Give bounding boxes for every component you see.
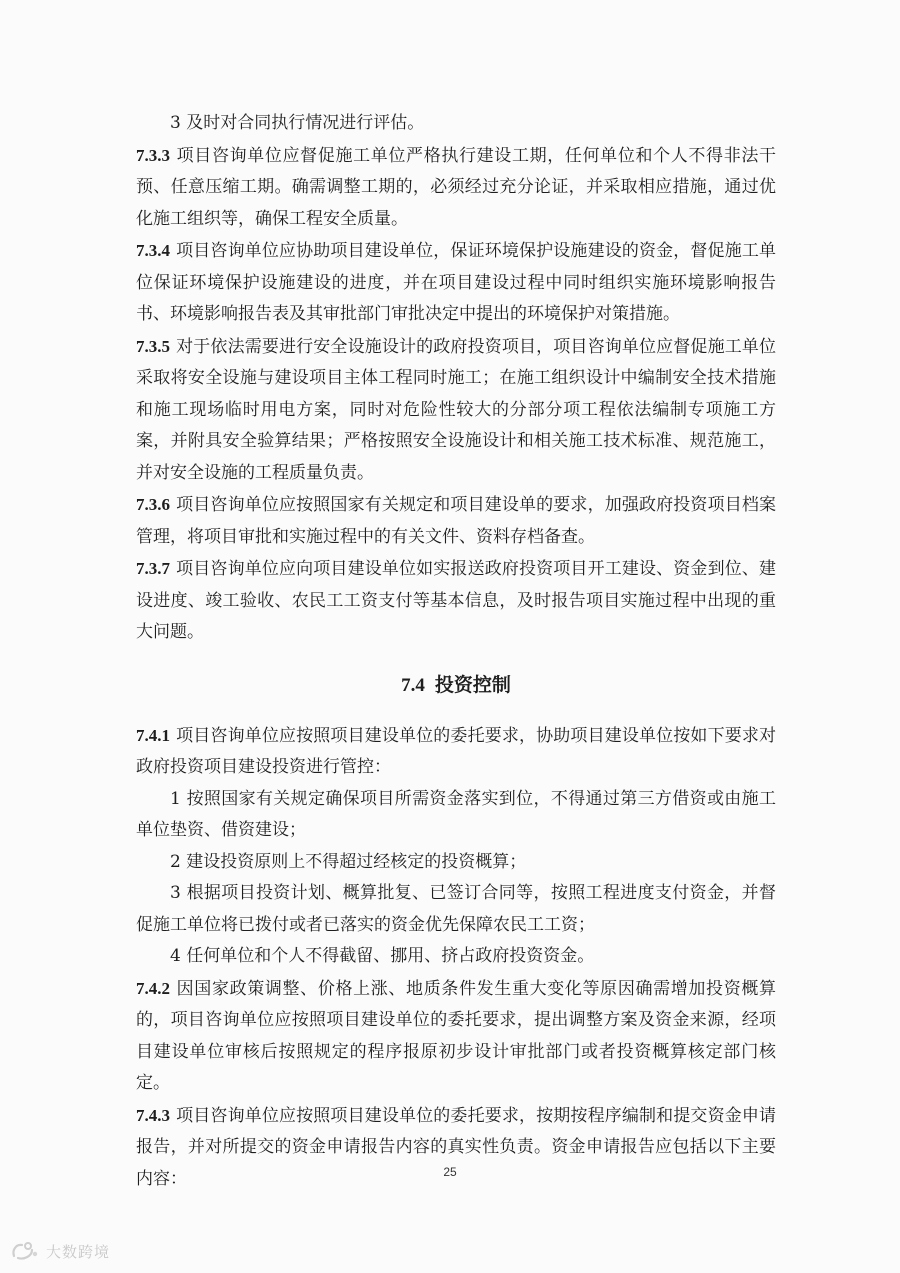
paragraph-text: 4 任何单位和个人不得截留、挪用、挤占政府投资资金。 bbox=[170, 946, 595, 966]
paragraph bbox=[136, 878, 776, 941]
clause-number: 7.3.7 bbox=[136, 559, 170, 578]
paragraph-text: 项目咨询单位应按照国家有关规定和项目建设单的要求，加强政府投资项目档案管理，将项目审批和实施过程中的有关文件、资料存档备查。 bbox=[136, 495, 776, 547]
clause-number: 7.3.5 bbox=[136, 336, 170, 356]
paragraph bbox=[136, 973, 776, 1100]
paragraph bbox=[136, 108, 776, 140]
paragraph bbox=[136, 553, 776, 649]
paragraph bbox=[136, 847, 776, 879]
paragraph-text: 3 及时对合同执行情况进行评估。 bbox=[170, 113, 425, 133]
paragraph bbox=[136, 720, 776, 784]
paragraph-text: 2 建设投资原则上不得超过经核定的投资概算； bbox=[170, 851, 527, 872]
watermark-text: 大数跨境 bbox=[46, 1242, 111, 1261]
clause-number: 7.4.1 bbox=[136, 725, 170, 745]
paragraph-text: 项目咨询单位应向项目建设单位如实报送政府投资项目开工建设、资金到位、建设进度、竣工验收、农民工工资支付等基本信息，及时报告项目实施过程中出现的重大问题。 bbox=[136, 559, 776, 642]
paragraph-text: 项目咨询单位应督促施工单位严格执行建设工期，任何单位和个人不得非法干预、任意压缩工期。确需调整工期的，必须经过充分论证，并采取相应措施，通过优化施工组织等，确保工程安全质量。 bbox=[136, 145, 776, 229]
paragraph-text: 项目咨询单位应按照项目建设单位的委托要求，按期按程序编制和提交资金申请报告，并对所提交的资金申请报告内容的真实性负责。资金申请报告应包括以下主要内容： bbox=[136, 1105, 776, 1189]
paragraph-text: 项目咨询单位应按照项目建设单位的委托要求，协助项目建设单位按如下要求对政府投资项目建设投资进行管控： bbox=[136, 725, 776, 777]
clause-number: 7.3.4 bbox=[136, 241, 170, 260]
page-number: 25 bbox=[443, 1165, 457, 1179]
paragraph-text: 3 根据项目投资计划、概算批复、已签订合同等，按照工程进度支付资金，并督促施工单位将已拨付或者已落实的资金优先保障农民工工资； bbox=[136, 883, 776, 935]
section-heading-title: 投资控制 bbox=[434, 673, 511, 696]
paragraph bbox=[136, 235, 776, 331]
paragraph-text: 因国家政策调整、价格上涨、地质条件发生重大变化等原因确需增加投资概算的，项目咨询单位应按照项目建设单位的委托要求，提出调整方案及资金来源，经项目建设单位审核后按照规定的程序报原初步设计审批部门或者投资概算核定部门核定。 bbox=[136, 978, 776, 1093]
clause-number: 7.4.2 bbox=[136, 978, 170, 998]
paragraph bbox=[136, 784, 776, 847]
clause-number: 7.3.3 bbox=[136, 145, 170, 165]
page-content bbox=[136, 108, 776, 1195]
paragraph bbox=[136, 331, 776, 490]
section-heading-number: 7.4 bbox=[401, 674, 425, 696]
section-heading bbox=[136, 669, 776, 702]
paragraph bbox=[136, 941, 776, 973]
paragraph-text: 对于依法需要进行安全设施设计的政府投资项目，项目咨询单位应督促施工单位采取将安全设施与建设项目主体工程同时施工；在施工组织设计中编制安全技术措施和施工现场临时用电方案，同时对危险性较大的分部分项工程依法编制专项施工方案，并附具安全验算结果；严格按照安全设施设计和相关施工技术标准、规范施工，并对安全设施的工程质量负责。 bbox=[136, 336, 776, 483]
clause-number: 7.4.3 bbox=[136, 1105, 170, 1125]
watermark bbox=[10, 1238, 110, 1264]
paragraph-text: 项目咨询单位应协助项目建设单位，保证环境保护设施建设的资金，督促施工单位保证环境保护设施建设的进度，并在项目建设过程中同时组织实施环境影响报告书、环境影响报告表及其审批部门审批决定中提出的环境保护对策措施。 bbox=[136, 241, 776, 324]
paragraph bbox=[136, 140, 776, 236]
paragraph-text: 1 按照国家有关规定确保项目所需资金落实到位，不得通过第三方借资或由施工单位垫资、借资建设； bbox=[136, 788, 776, 840]
section-7-3-paragraphs bbox=[136, 108, 776, 649]
watermark-logo-icon bbox=[10, 1240, 40, 1262]
section-7-4-paragraphs bbox=[136, 720, 776, 1196]
clause-number: 7.3.6 bbox=[136, 495, 170, 514]
paragraph bbox=[136, 1100, 776, 1196]
paragraph bbox=[136, 489, 776, 553]
